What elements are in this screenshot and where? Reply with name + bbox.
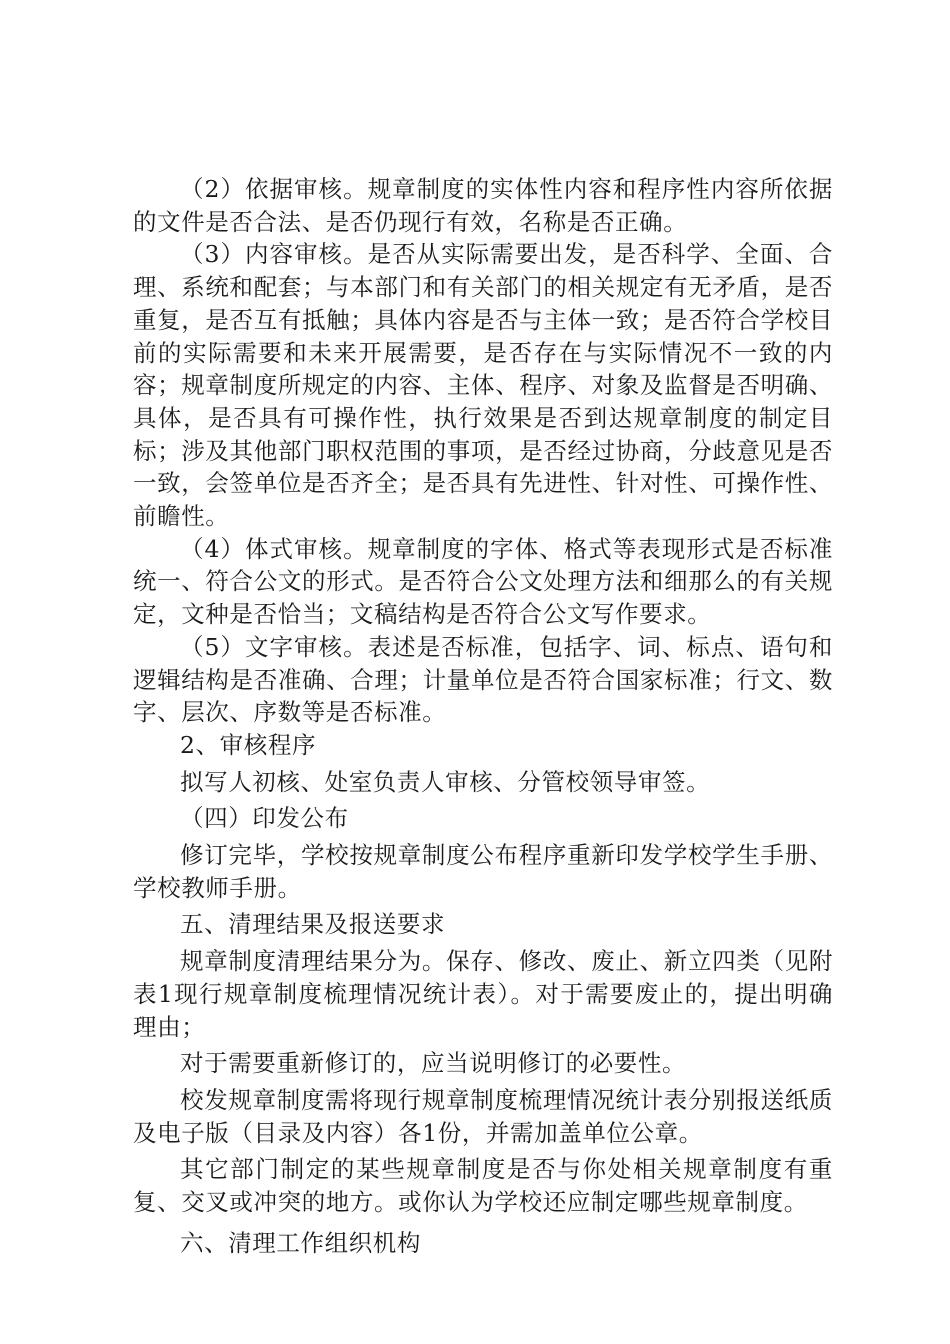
heading-review-procedure: 2、审核程序 xyxy=(180,730,317,759)
paragraph-revision-necessity: 对于需要重新修订的，应当说明修订的必要性。 xyxy=(180,1049,687,1078)
paragraph-cleanup-results: 规章制度清理结果分为。保存、修改、废止、新立四类（见附表1现行规章制度梳理情况统计表）。对于需要废止的，提出明确理由； xyxy=(133,947,833,1041)
paragraph-issue-publish: 修订完毕，学校按规章制度公布程序重新印发学校学生手册、学校教师手册。 xyxy=(133,841,833,902)
paragraph-content-review: （3）内容审核。是否从实际需要出发，是否科学、全面、合理、系统和配套；与本部门和有关部门的相关规定有无矛盾，是否重复，是否互有抵触；具体内容是否与主体一致；是否符合学校目前的实际需要和未来开展需要，是否存在与实际情况不一致的内容；规章制度所规定的内容、主体、程序、对象及监督是否明确、具体，是否具有可操作性，执行效果是否到达规章制度的制定目标；涉及其他部门职权范围的事项，是否经过协商，分歧意见是否一致，会签单位是否齐全；是否具有先进性、针对性、可操作性、前瞻性。 xyxy=(133,240,833,531)
heading-organization: 六、清理工作组织机构 xyxy=(180,1228,421,1257)
document-page xyxy=(133,173,833,1260)
heading-issue-publish: （四）印发公布 xyxy=(180,804,349,833)
paragraph-submission: 校发规章制度需将现行规章制度梳理情况统计表分别报送纸质及电子版（目录及内容）各1份，并需加盖单位公章。 xyxy=(133,1085,833,1147)
paragraph-format-review: （4）体式审核。规章制度的字体、格式等表现形式是否标准统一、符合公文的形式。是否符合公文处理方法和细那么的有关规定，文种是否恰当；文稿结构是否符合公文写作要求。 xyxy=(133,534,833,629)
paragraph-other-departments: 其它部门制定的某些规章制度是否与你处相关规章制度有重复、交叉或冲突的地方。或你认为学校还应制定哪些规章制度。 xyxy=(133,1155,833,1217)
heading-cleanup-results: 五、清理结果及报送要求 xyxy=(180,910,446,939)
paragraph-text-review: （5）文字审核。表述是否标准，包括字、词、标点、语句和逻辑结构是否准确、合理；计量单位是否符合国家标准；行文、数字、层次、序数等是否标准。 xyxy=(133,632,833,727)
paragraph-basis-review: （2）依据审核。规章制度的实体性内容和程序性内容所依据的文件是否合法、是否仍现行有效，名称是否正确。 xyxy=(133,175,833,236)
paragraph-review-procedure: 拟写人初核、处室负责人审核、分管校领导审签。 xyxy=(180,767,711,796)
